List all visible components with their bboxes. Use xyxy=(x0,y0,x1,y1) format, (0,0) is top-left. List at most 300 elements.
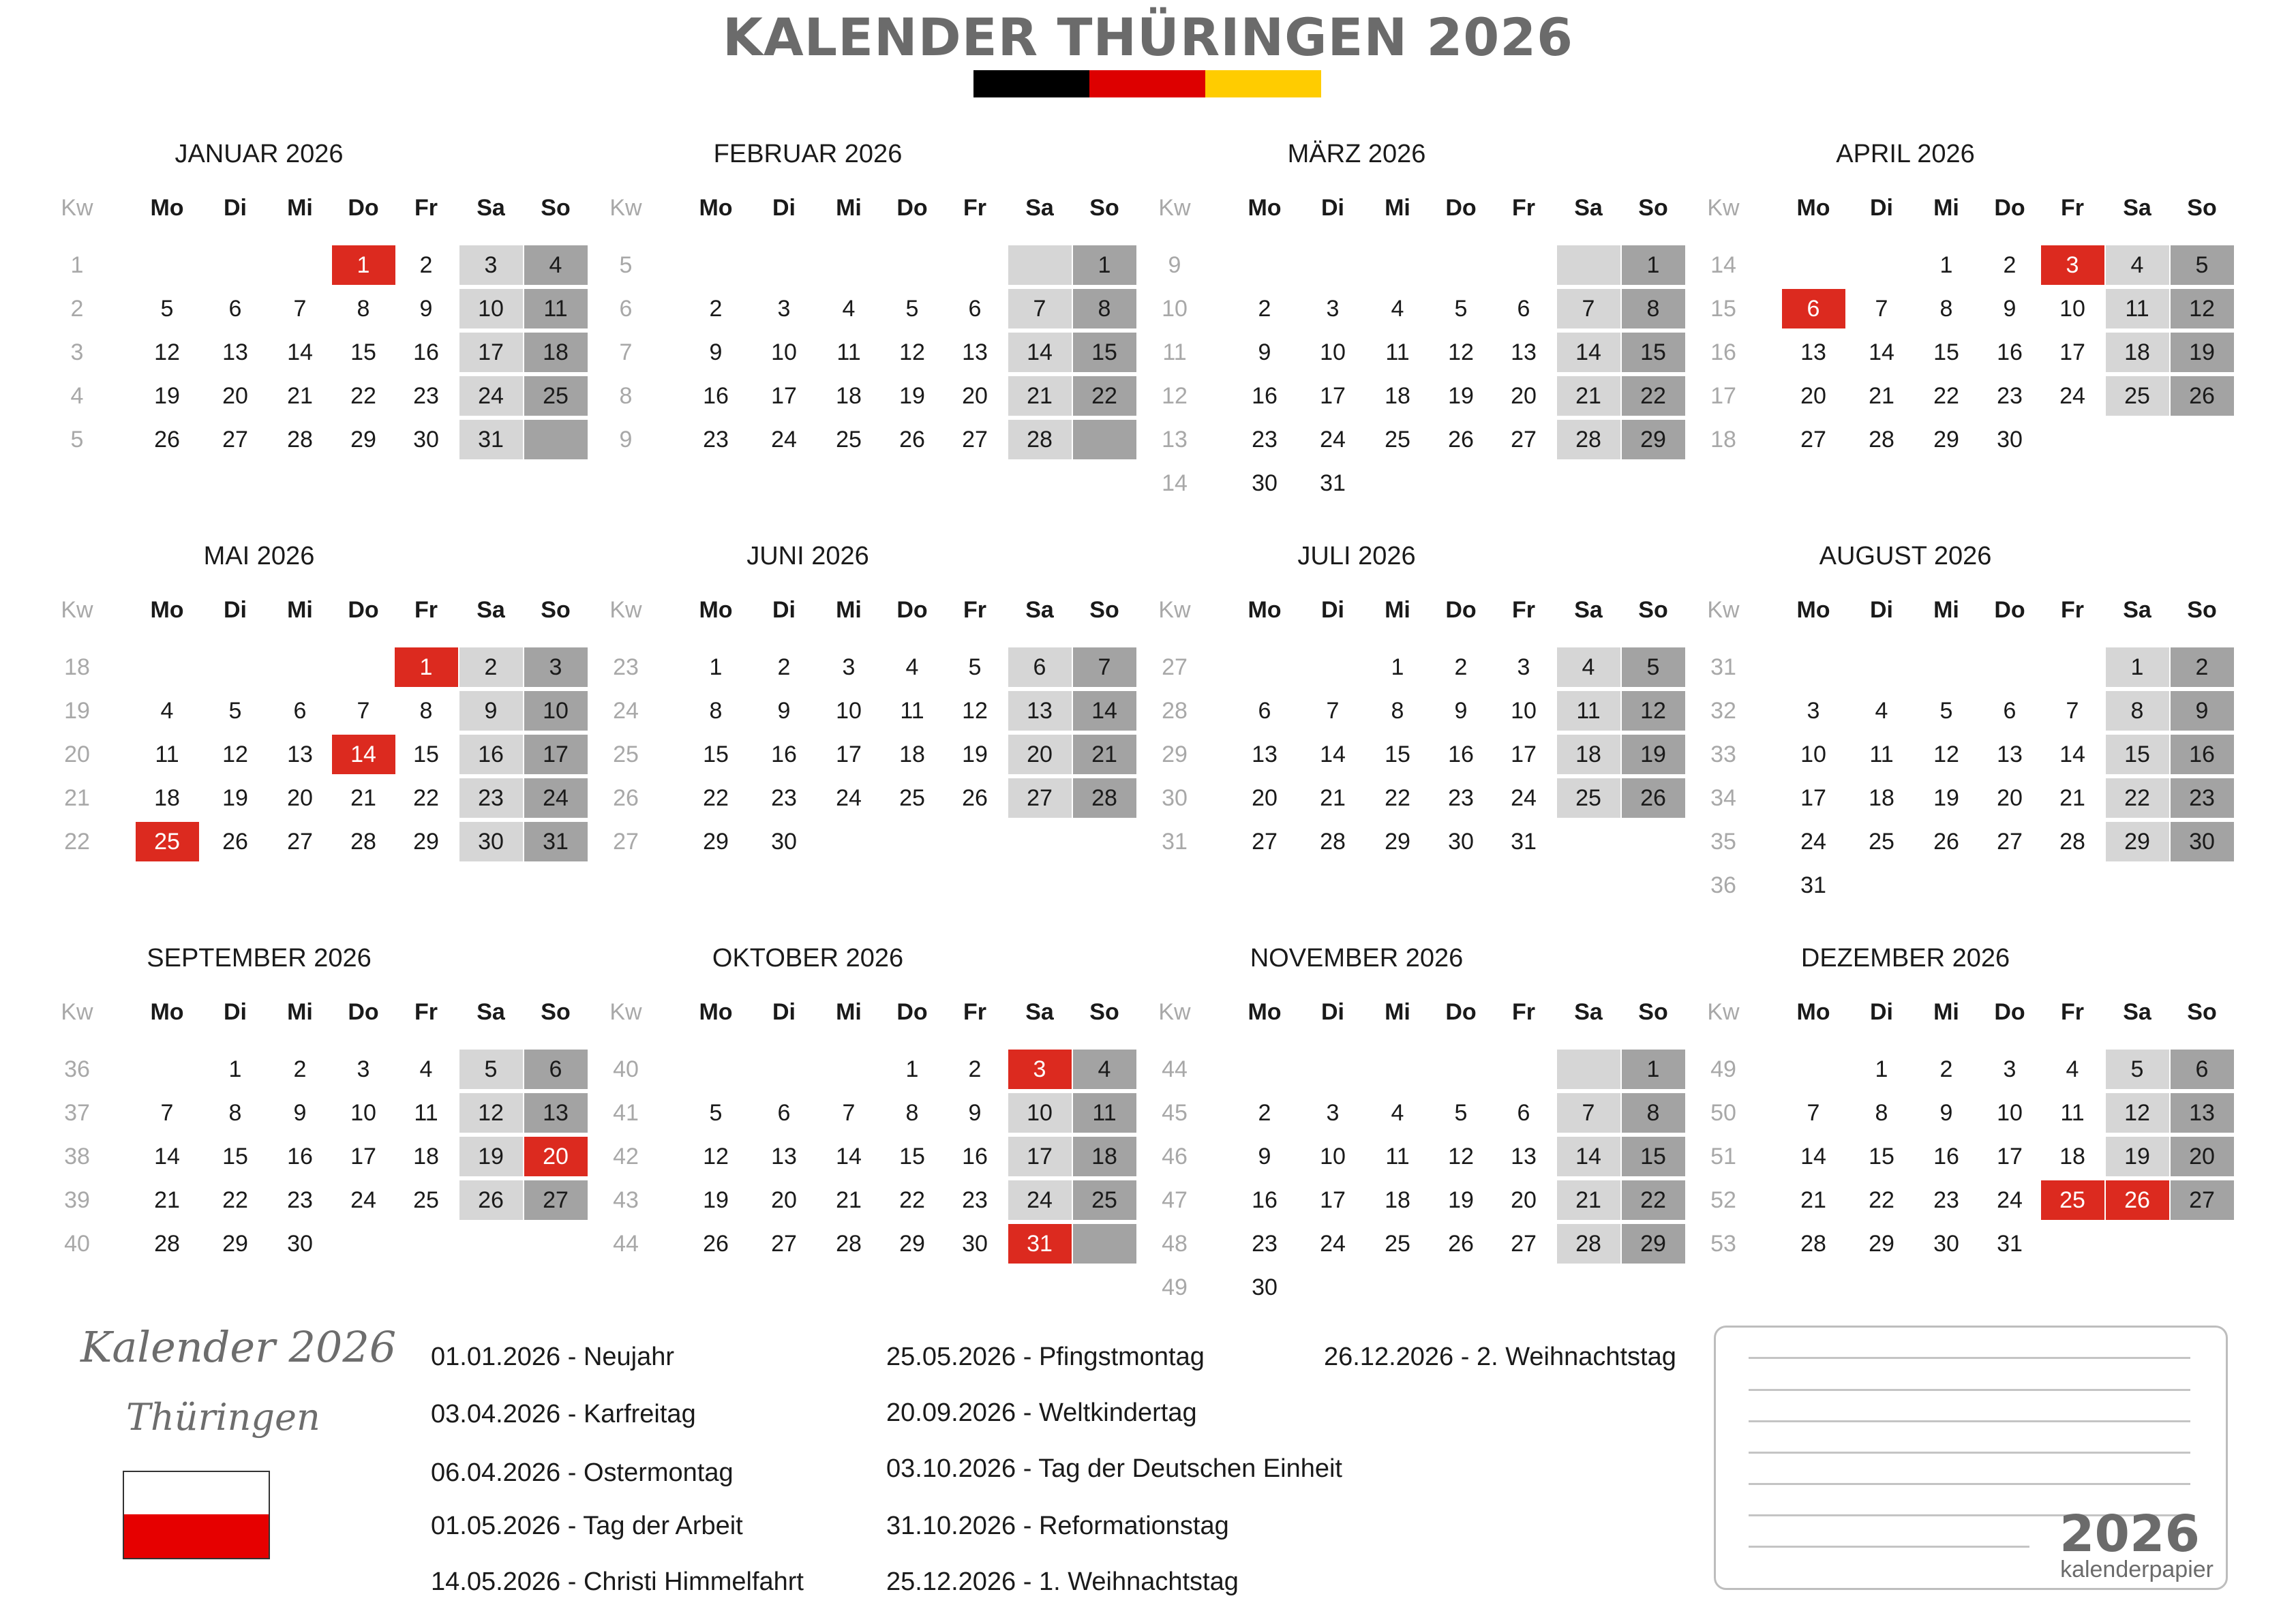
day-cell: 27 xyxy=(1511,427,1537,453)
day-cell: 19 xyxy=(1448,383,1474,409)
day-cell: 18 xyxy=(2059,1144,2085,1169)
day-cell: 28 xyxy=(350,829,376,855)
day-cell: 15 xyxy=(1869,1144,1894,1169)
day-cell: 22 xyxy=(222,1187,248,1213)
day-cell: 9 xyxy=(968,1100,982,1126)
weekday-header: Sa xyxy=(1574,999,1603,1025)
day-cell: 20 xyxy=(222,383,248,409)
kw-header: Kw xyxy=(1158,597,1191,623)
month-block xyxy=(549,944,1119,1326)
day-cell: 12 xyxy=(222,741,248,767)
weekday-header: Fr xyxy=(2061,999,2084,1025)
day-cell: 11 xyxy=(524,289,588,328)
day-cell: 16 xyxy=(1997,339,2023,365)
day-cell: 30 xyxy=(459,822,523,861)
day-cell: 14 xyxy=(1008,333,1072,372)
weekday-header: Mi xyxy=(836,195,862,221)
weekday-header: Mi xyxy=(1933,597,1959,623)
day-cell: 12 xyxy=(899,339,925,365)
flag-stripe xyxy=(973,70,1089,97)
day-cell: 6 xyxy=(1008,647,1072,687)
day-cell: 9 xyxy=(459,691,523,731)
day-cell: 26 xyxy=(899,427,925,453)
note-line xyxy=(1749,1483,2190,1485)
week-number: 7 xyxy=(619,339,633,365)
day-cell: 17 xyxy=(771,383,797,409)
script-subtitle: Thüringen xyxy=(126,1396,320,1439)
day-cell: 4 xyxy=(160,698,174,724)
week-number: 25 xyxy=(613,741,639,767)
week-number: 32 xyxy=(1710,698,1736,724)
weekday-header: Fr xyxy=(414,597,438,623)
day-cell: 15 xyxy=(222,1144,248,1169)
weekday-header: Sa xyxy=(1574,597,1603,623)
day-cell: 11 xyxy=(900,698,924,724)
month-title: FEBRUAR 2026 xyxy=(713,140,903,168)
day-cell: 24 xyxy=(836,785,862,811)
day-cell: 28 xyxy=(1869,427,1894,453)
month-title: AUGUST 2026 xyxy=(1819,542,1992,570)
weekday-header: Fr xyxy=(414,195,438,221)
week-number: 8 xyxy=(619,383,633,409)
day-cell: 16 xyxy=(1252,383,1278,409)
day-cell: 13 xyxy=(1511,339,1537,365)
day-cell: 21 xyxy=(350,785,376,811)
flag-stripe xyxy=(1205,70,1321,97)
day-cell: 18 xyxy=(836,383,862,409)
day-cell: 1 xyxy=(1391,654,1404,680)
weekday-header: Mo xyxy=(1796,597,1830,623)
day-cell: 3 xyxy=(2003,1056,2016,1082)
day-cell: 17 xyxy=(1511,741,1537,767)
day-cell: 5 xyxy=(968,654,982,680)
kw-header: Kw xyxy=(1707,999,1740,1025)
day-cell: 11 xyxy=(1385,339,1410,365)
day-cell: 23 xyxy=(1252,1231,1278,1257)
day-cell: 30 xyxy=(287,1231,313,1257)
week-number: 19 xyxy=(64,698,90,724)
week-number: 33 xyxy=(1710,741,1736,767)
day-cell: 5 xyxy=(1939,698,1953,724)
day-cell: 2 xyxy=(419,252,433,278)
day-cell: 13 xyxy=(222,339,248,365)
day-cell: 22 xyxy=(703,785,729,811)
day-cell: 10 xyxy=(1800,741,1826,767)
day-cell: 27 xyxy=(222,427,248,453)
month-block xyxy=(0,140,571,521)
day-cell: 19 xyxy=(154,383,180,409)
weekday-header: Do xyxy=(896,195,928,221)
day-cell: 8 xyxy=(1622,289,1685,328)
weekday-header: Sa xyxy=(2123,597,2151,623)
day-cell: 1 xyxy=(1622,245,1685,285)
day-cell: 12 xyxy=(2171,289,2234,328)
day-cell: 30 xyxy=(413,427,439,453)
weekday-header: Do xyxy=(1445,999,1477,1025)
day-cell: 16 xyxy=(459,735,523,774)
weekday-header: Sa xyxy=(1025,999,1054,1025)
day-cell: 1 xyxy=(709,654,723,680)
day-cell: 24 xyxy=(1320,427,1346,453)
day-cell: 19 xyxy=(1622,735,1685,774)
week-number: 10 xyxy=(1162,296,1188,322)
day-cell: 26 xyxy=(962,785,988,811)
day-cell: 12 xyxy=(962,698,988,724)
weekday-header: Do xyxy=(348,999,379,1025)
german-flag-stripe xyxy=(973,70,1321,97)
weekday-header: Fr xyxy=(414,999,438,1025)
day-cell: 1 xyxy=(905,1056,919,1082)
day-cell: 17 xyxy=(1997,1144,2023,1169)
day-cell: 19 xyxy=(2106,1137,2169,1176)
kw-header: Kw xyxy=(1158,195,1191,221)
week-number: 9 xyxy=(619,427,633,453)
weekday-header: So xyxy=(541,195,571,221)
holiday-item: 25.05.2026 - Pfingstmontag xyxy=(886,1343,1205,1371)
day-cell: 15 xyxy=(350,339,376,365)
day-cell: 2 xyxy=(2171,647,2234,687)
day-cell: 22 xyxy=(1385,785,1410,811)
day-cell: 25 xyxy=(136,822,199,861)
day-cell: 24 xyxy=(1511,785,1537,811)
day-cell: 16 xyxy=(962,1144,988,1169)
day-cell: 3 xyxy=(1326,1100,1340,1126)
day-cell: 4 xyxy=(2106,245,2169,285)
holiday-item: 06.04.2026 - Ostermontag xyxy=(431,1458,734,1487)
holiday-item: 31.10.2026 - Reformationstag xyxy=(886,1512,1229,1540)
weekday-header: Do xyxy=(1994,999,2025,1025)
day-cell: 23 xyxy=(459,778,523,818)
week-number: 36 xyxy=(64,1056,90,1082)
day-cell: 18 xyxy=(154,785,180,811)
day-cell: 12 xyxy=(1448,1144,1474,1169)
week-number: 38 xyxy=(64,1144,90,1169)
day-cell: 3 xyxy=(777,296,791,322)
month-block xyxy=(1646,140,2217,521)
day-cell: 28 xyxy=(1557,1224,1620,1264)
month-block xyxy=(0,542,571,923)
day-cell: 27 xyxy=(1008,778,1072,818)
weekday-header: Mo xyxy=(1796,999,1830,1025)
weekday-header: Sa xyxy=(2123,999,2151,1025)
day-cell: 6 xyxy=(1517,296,1530,322)
month-block xyxy=(1646,542,2217,923)
week-number: 9 xyxy=(1168,252,1181,278)
day-cell: 23 xyxy=(1997,383,2023,409)
month-title: JANUAR 2026 xyxy=(175,140,344,168)
day-cell: 16 xyxy=(771,741,797,767)
day-cell: 27 xyxy=(771,1231,797,1257)
day-cell: 7 xyxy=(1326,698,1340,724)
kw-header: Kw xyxy=(1707,597,1740,623)
day-cell: 20 xyxy=(1997,785,2023,811)
day-cell: 17 xyxy=(1800,785,1826,811)
weekday-header: Sa xyxy=(2123,195,2151,221)
day-cell: 4 xyxy=(1557,647,1620,687)
weekday-header: Do xyxy=(1994,597,2025,623)
weekday-header: Mo xyxy=(150,597,184,623)
weekday-header: Mi xyxy=(287,999,313,1025)
weekday-header: Mi xyxy=(287,195,313,221)
week-number: 44 xyxy=(613,1231,639,1257)
month-title: MAI 2026 xyxy=(203,542,315,570)
weekday-header: Fr xyxy=(1512,999,1535,1025)
week-number: 18 xyxy=(1710,427,1736,453)
weekday-header: Sa xyxy=(477,195,505,221)
day-cell: 1 xyxy=(2106,647,2169,687)
holiday-item: 26.12.2026 - 2. Weihnachtstag xyxy=(1324,1343,1676,1371)
day-cell: 8 xyxy=(1939,296,1953,322)
week-number: 28 xyxy=(1162,698,1188,724)
note-line xyxy=(1749,1420,2190,1422)
day-cell: 21 xyxy=(1800,1187,1826,1213)
holiday-item: 14.05.2026 - Christi Himmelfahrt xyxy=(431,1567,804,1596)
day-cell: 26 xyxy=(459,1180,523,1220)
weekday-header: Do xyxy=(896,597,928,623)
day-cell: 25 xyxy=(2106,376,2169,416)
brand-site: kalenderpapier xyxy=(2060,1557,2214,1582)
day-cell: 2 xyxy=(459,647,523,687)
week-number: 6 xyxy=(619,296,633,322)
day-cell: 7 xyxy=(1875,296,1888,322)
week-number: 49 xyxy=(1710,1056,1736,1082)
day-cell: 18 xyxy=(1869,785,1894,811)
weekday-header: Fr xyxy=(1512,597,1535,623)
day-cell: 24 xyxy=(1320,1231,1346,1257)
day-cell: 7 xyxy=(1008,289,1072,328)
day-cell: 2 xyxy=(1258,296,1271,322)
weekday-header: Di xyxy=(1321,195,1344,221)
day-cell: 14 xyxy=(836,1144,862,1169)
weekday-header: Di xyxy=(1321,999,1344,1025)
day-cell: 12 xyxy=(2106,1093,2169,1133)
day-cell: 19 xyxy=(1448,1187,1474,1213)
day-cell: 11 xyxy=(414,1100,438,1126)
day-cell: 6 xyxy=(1782,289,1845,328)
day-cell: 7 xyxy=(1807,1100,1820,1126)
day-cell: 10 xyxy=(350,1100,376,1126)
day-cell: 8 xyxy=(1875,1100,1888,1126)
weekday-header: Fr xyxy=(2061,597,2084,623)
weekend-empty-cell xyxy=(1557,245,1620,285)
day-cell: 22 xyxy=(1622,376,1685,416)
day-cell: 8 xyxy=(1073,289,1136,328)
week-number: 21 xyxy=(64,785,90,811)
day-cell: 22 xyxy=(1073,376,1136,416)
week-number: 51 xyxy=(1710,1144,1736,1169)
weekday-header: Mi xyxy=(287,597,313,623)
day-cell: 10 xyxy=(771,339,797,365)
day-cell: 21 xyxy=(2059,785,2085,811)
weekday-header: Di xyxy=(224,999,247,1025)
day-cell: 17 xyxy=(2059,339,2085,365)
weekday-header: Sa xyxy=(477,597,505,623)
week-number: 34 xyxy=(1710,785,1736,811)
week-number: 41 xyxy=(613,1100,639,1126)
day-cell: 17 xyxy=(350,1144,376,1169)
month-block xyxy=(1098,542,1668,923)
week-number: 4 xyxy=(70,383,84,409)
day-cell: 9 xyxy=(1258,1144,1271,1169)
day-cell: 9 xyxy=(2003,296,2016,322)
day-cell: 23 xyxy=(962,1187,988,1213)
day-cell: 31 xyxy=(524,822,588,861)
day-cell: 28 xyxy=(287,427,313,453)
day-cell: 7 xyxy=(842,1100,856,1126)
day-cell: 25 xyxy=(413,1187,439,1213)
weekday-header: Fr xyxy=(1512,195,1535,221)
day-cell: 13 xyxy=(1252,741,1278,767)
weekday-header: Do xyxy=(1994,195,2025,221)
weekday-header: Mi xyxy=(1933,195,1959,221)
day-cell: 8 xyxy=(709,698,723,724)
kw-header: Kw xyxy=(609,999,642,1025)
weekday-header: So xyxy=(2187,999,2217,1025)
day-cell: 31 xyxy=(1511,829,1537,855)
weekday-header: Mo xyxy=(699,195,733,221)
weekday-header: Mi xyxy=(1385,195,1410,221)
day-cell: 9 xyxy=(1454,698,1468,724)
day-cell: 28 xyxy=(1800,1231,1826,1257)
week-number: 42 xyxy=(613,1144,639,1169)
day-cell: 21 xyxy=(1869,383,1894,409)
day-cell: 3 xyxy=(842,654,856,680)
week-number: 47 xyxy=(1162,1187,1188,1213)
weekday-header: Do xyxy=(1445,195,1477,221)
day-cell: 5 xyxy=(1622,647,1685,687)
kw-header: Kw xyxy=(1158,999,1191,1025)
note-line xyxy=(1749,1389,2190,1391)
day-cell: 5 xyxy=(459,1050,523,1089)
week-number: 29 xyxy=(1162,741,1188,767)
week-number: 11 xyxy=(1162,339,1187,365)
day-cell: 9 xyxy=(1258,339,1271,365)
day-cell: 18 xyxy=(1385,1187,1410,1213)
day-cell: 13 xyxy=(1997,741,2023,767)
day-cell: 30 xyxy=(1933,1231,1959,1257)
holiday-item: 03.04.2026 - Karfreitag xyxy=(431,1400,696,1428)
day-cell: 24 xyxy=(2059,383,2085,409)
day-cell: 25 xyxy=(836,427,862,453)
day-cell: 16 xyxy=(413,339,439,365)
weekday-header: So xyxy=(1638,597,1668,623)
day-cell: 12 xyxy=(703,1144,729,1169)
day-cell: 8 xyxy=(1391,698,1404,724)
kw-header: Kw xyxy=(61,597,93,623)
day-cell: 16 xyxy=(703,383,729,409)
holiday-item: 25.12.2026 - 1. Weihnachtstag xyxy=(886,1567,1239,1596)
day-cell: 19 xyxy=(1933,785,1959,811)
weekday-header: So xyxy=(2187,195,2217,221)
day-cell: 9 xyxy=(1939,1100,1953,1126)
day-cell: 14 xyxy=(1869,339,1894,365)
day-cell: 10 xyxy=(1511,698,1537,724)
day-cell: 25 xyxy=(1869,829,1894,855)
day-cell: 30 xyxy=(771,829,797,855)
day-cell: 22 xyxy=(899,1187,925,1213)
day-cell: 29 xyxy=(1933,427,1959,453)
day-cell: 6 xyxy=(1258,698,1271,724)
week-number: 31 xyxy=(1710,654,1736,680)
weekday-header: Fr xyxy=(963,195,986,221)
day-cell: 30 xyxy=(2171,822,2234,861)
day-cell: 31 xyxy=(1008,1224,1072,1264)
day-cell: 17 xyxy=(836,741,862,767)
week-number: 36 xyxy=(1710,872,1736,898)
day-cell: 26 xyxy=(1448,1231,1474,1257)
flag-white-stripe xyxy=(124,1472,269,1514)
day-cell: 21 xyxy=(287,383,313,409)
day-cell: 19 xyxy=(899,383,925,409)
day-cell: 24 xyxy=(771,427,797,453)
day-cell: 13 xyxy=(1008,691,1072,731)
day-cell: 7 xyxy=(357,698,370,724)
weekday-header: Fr xyxy=(2061,195,2084,221)
day-cell: 25 xyxy=(1385,1231,1410,1257)
weekday-header: Di xyxy=(224,597,247,623)
weekday-header: Mo xyxy=(150,195,184,221)
week-number: 27 xyxy=(613,829,639,855)
week-number: 27 xyxy=(1162,654,1188,680)
week-number: 1 xyxy=(70,252,84,278)
day-cell: 15 xyxy=(1933,339,1959,365)
weekday-header: So xyxy=(1089,195,1119,221)
day-cell: 4 xyxy=(1391,296,1404,322)
kw-header: Kw xyxy=(609,195,642,221)
day-cell: 12 xyxy=(154,339,180,365)
day-cell: 15 xyxy=(413,741,439,767)
brand-year: 2026 xyxy=(2059,1505,2200,1563)
week-number: 14 xyxy=(1162,470,1188,496)
day-cell: 13 xyxy=(1800,339,1826,365)
weekday-header: Mo xyxy=(699,597,733,623)
day-cell: 28 xyxy=(1557,420,1620,459)
day-cell: 15 xyxy=(1073,333,1136,372)
day-cell: 28 xyxy=(2059,829,2085,855)
month-title: SEPTEMBER 2026 xyxy=(147,944,372,973)
day-cell: 26 xyxy=(2171,376,2234,416)
day-cell: 8 xyxy=(419,698,433,724)
day-cell: 22 xyxy=(2106,778,2169,818)
day-cell: 30 xyxy=(1448,829,1474,855)
day-cell: 27 xyxy=(1997,829,2023,855)
day-cell: 14 xyxy=(1800,1144,1826,1169)
day-cell: 20 xyxy=(1252,785,1278,811)
day-cell: 13 xyxy=(962,339,988,365)
day-cell: 5 xyxy=(905,296,919,322)
note-line xyxy=(1749,1357,2190,1359)
day-cell: 9 xyxy=(2171,691,2234,731)
day-cell: 21 xyxy=(154,1187,180,1213)
holiday-item: 01.01.2026 - Neujahr xyxy=(431,1343,675,1371)
month-title: OKTOBER 2026 xyxy=(712,944,904,973)
kw-header: Kw xyxy=(609,597,642,623)
day-cell: 13 xyxy=(1511,1144,1537,1169)
day-cell: 2 xyxy=(968,1056,982,1082)
day-cell: 4 xyxy=(1875,698,1888,724)
day-cell: 23 xyxy=(771,785,797,811)
day-cell: 5 xyxy=(2171,245,2234,285)
weekday-header: Di xyxy=(1870,999,1893,1025)
day-cell: 15 xyxy=(1622,333,1685,372)
day-cell: 29 xyxy=(703,829,729,855)
week-number: 5 xyxy=(619,252,633,278)
weekday-header: So xyxy=(1089,999,1119,1025)
day-cell: 26 xyxy=(1622,778,1685,818)
weekday-header: Mo xyxy=(1248,597,1282,623)
weekday-header: Mo xyxy=(1248,999,1282,1025)
day-cell: 19 xyxy=(703,1187,729,1213)
